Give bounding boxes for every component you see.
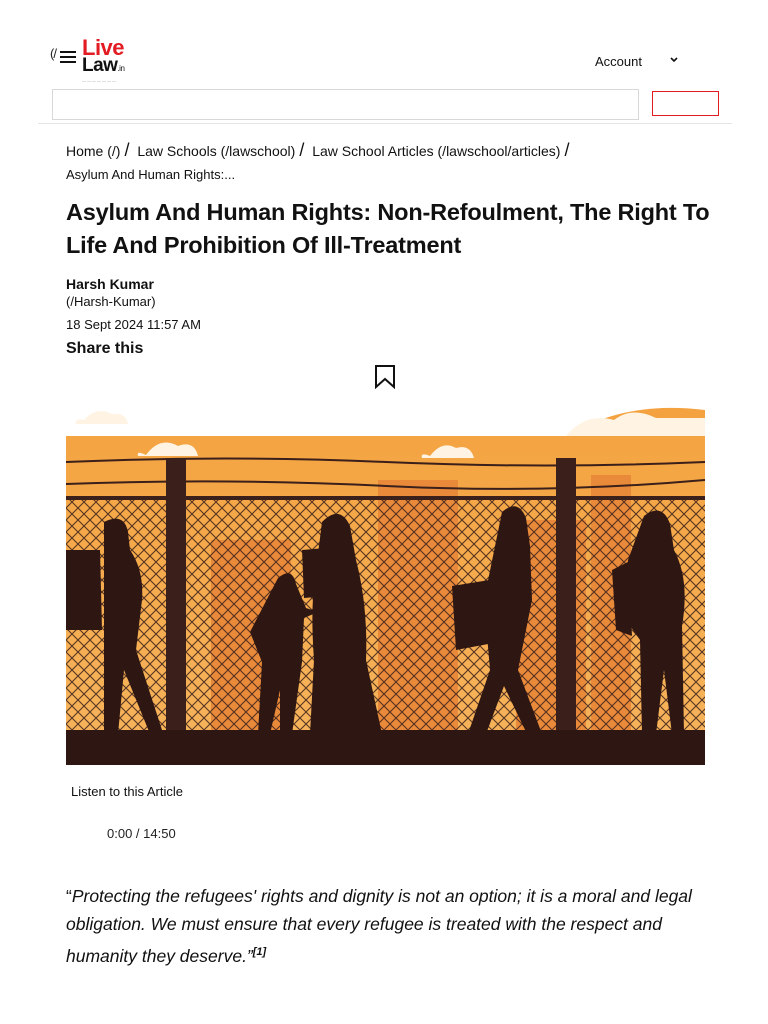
footnote-link[interactable]: [1] <box>252 946 267 958</box>
breadcrumb-current: Asylum And Human Rights:... <box>66 167 236 182</box>
site-header <box>0 0 768 124</box>
quote-open-mark: “ <box>66 886 72 906</box>
logo-tagline: ——————— <box>82 78 117 83</box>
search-input[interactable] <box>52 89 639 120</box>
hero-image <box>66 400 705 765</box>
audio-player-time[interactable]: 0:00 / 14:50 <box>107 826 176 841</box>
listen-label: Listen to this Article <box>71 784 183 799</box>
site-logo[interactable] <box>82 35 152 83</box>
breadcrumb <box>66 137 706 184</box>
logo-law: Law.in <box>82 55 125 76</box>
breadcrumb-articles[interactable]: Law School Articles (/lawschool/articles) <box>312 143 561 159</box>
publish-date: 18 Sept 2024 11:57 AM <box>66 317 201 332</box>
logo-live: Live <box>82 35 125 60</box>
menu-toggle[interactable] <box>50 46 56 61</box>
breadcrumb-law-schools[interactable]: Law Schools (/lawschool) <box>137 143 296 159</box>
subscribe-button[interactable] <box>652 91 719 116</box>
share-heading: Share this <box>66 340 144 357</box>
breadcrumb-separator: / <box>299 140 305 160</box>
hamburger-icon[interactable] <box>60 51 76 64</box>
article-pull-quote <box>66 882 716 970</box>
header-divider <box>38 123 732 124</box>
home-link-text[interactable]: (/ <box>50 46 56 61</box>
author-link[interactable]: (/Harsh-Kumar) <box>66 294 156 309</box>
author-name[interactable]: Harsh Kumar <box>66 276 154 292</box>
bookmark-icon[interactable] <box>374 364 396 389</box>
chevron-down-icon[interactable] <box>669 55 679 65</box>
account-menu[interactable]: Account <box>595 54 642 69</box>
breadcrumb-home[interactable]: Home (/) <box>66 143 121 159</box>
breadcrumb-separator: / <box>564 140 570 160</box>
breadcrumb-separator: / <box>124 140 130 160</box>
article-title: Asylum And Human Rights: Non-Refoulment, The Right To Life And Prohibition Of Ill-Treatment <box>66 199 710 258</box>
quote-text: Protecting the refugees' rights and dignity is not an option; it is a moral and legal obligation. We must ensure that every refugee is treated with the respect and humanity they deserve.” <box>66 886 692 966</box>
